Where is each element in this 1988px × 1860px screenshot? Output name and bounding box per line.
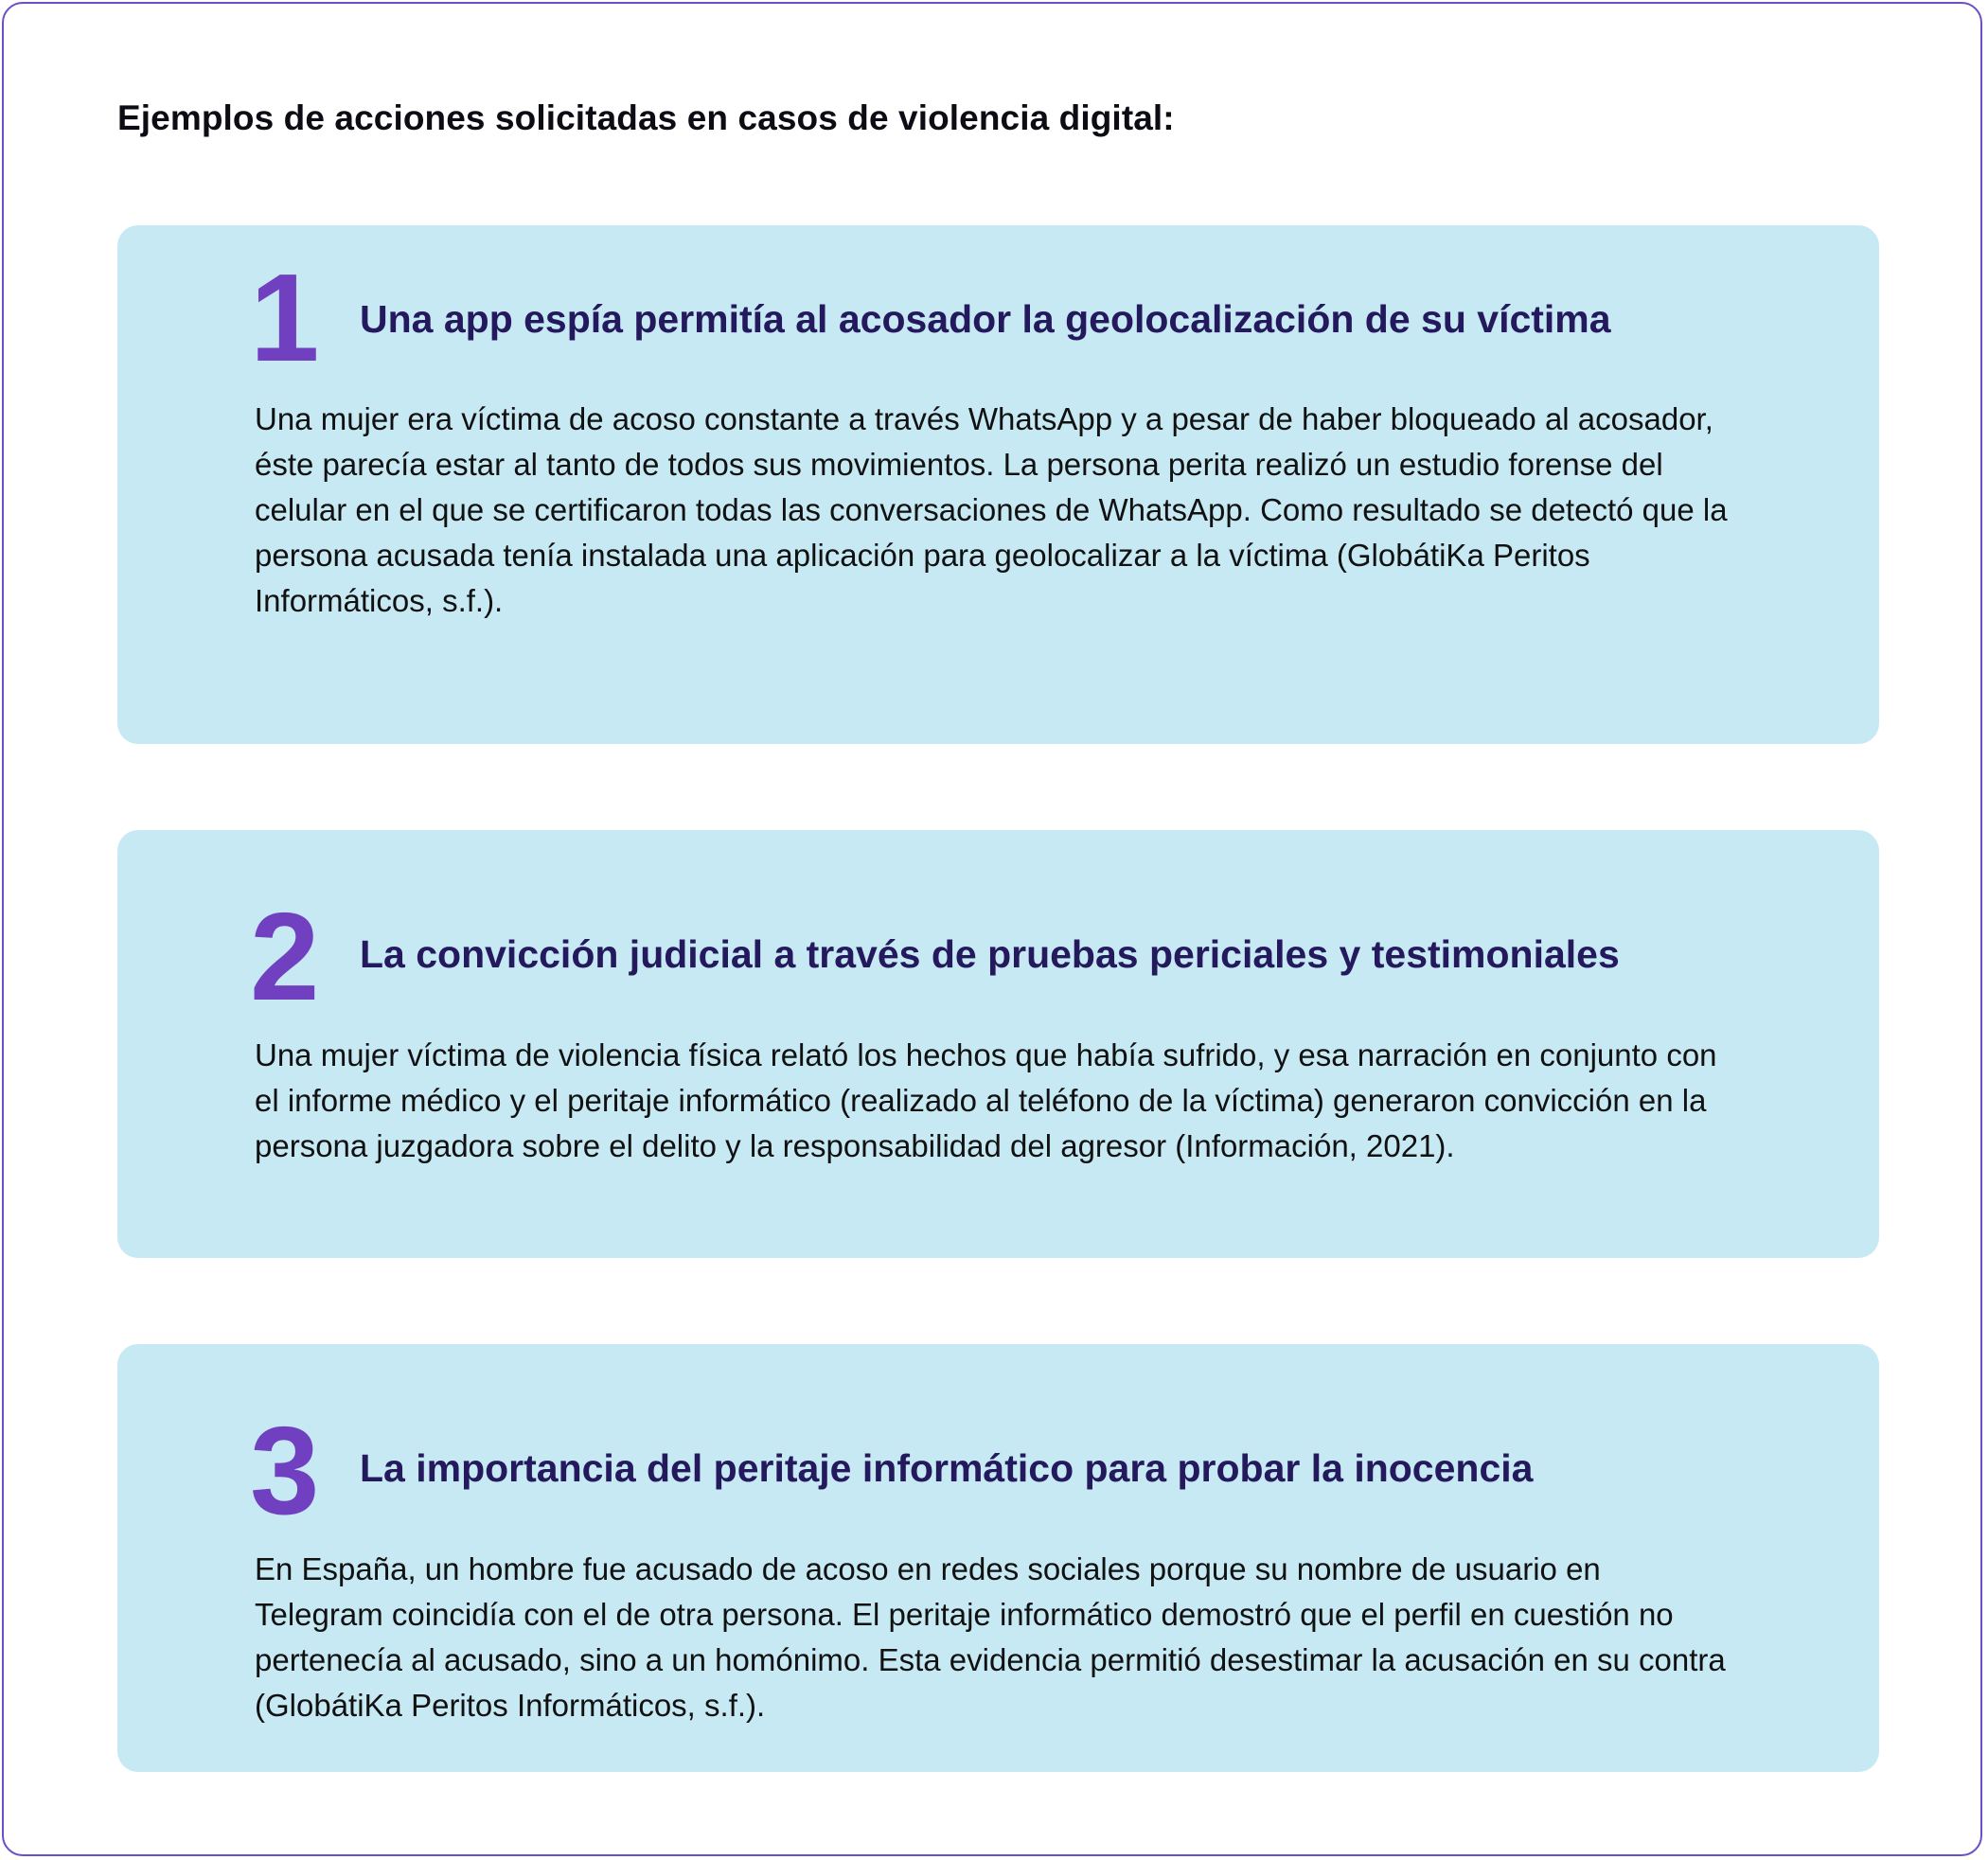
card-number-3: 3: [250, 1401, 320, 1540]
card-text-1: Una mujer era víctima de acoso constante a través WhatsApp y a pesar de haber bloqueado al acosador, éste parecía estar al tanto de todos sus movimientos. La persona perita realizó un estudio forense del celular en el que se certificaron todas las conversaciones de WhatsApp. Como resultado se detectó que la persona acusada tenía instalada una aplicación para geolocalizar a la víctima (GlobátiKa Peritos Informáticos, s.f.).: [255, 401, 1728, 618]
card-number-2: 2: [250, 887, 320, 1026]
card-title-2: La convicción judicial a través de pruebas periciales y testimoniales: [360, 932, 1620, 976]
example-card-2: [117, 830, 1879, 1258]
card-number-1: 1: [250, 248, 320, 387]
card-title-1: Una app espía permitía al acosador la geolocalización de su víctima: [360, 297, 1611, 341]
card-text-3: En España, un hombre fue acusado de acoso en redes sociales porque su nombre de usuario en Telegram coincidía con el de otra persona. El peritaje informático demostró que el perfil en cuestión no pertenecía al acusado, sino a un homónimo. Esta evidencia permitió desestimar la acusación en su contra (GlobátiKa Peritos Informáticos, s.f.).: [255, 1551, 1726, 1723]
document-frame: [2, 2, 1982, 1856]
card-text-2: Una mujer víctima de violencia física relató los hechos que había sufrido, y esa narración en conjunto con el informe médico y el peritaje informático (realizado al teléfono de la víctima) generaron convicción en la persona juzgadora sobre el delito y la responsabilidad del agresor (Información, 2021).: [255, 1037, 1717, 1163]
page-heading: Ejemplos de acciones solicitadas en casos de violencia digital:: [117, 98, 1175, 137]
card-title-3: La importancia del peritaje informático para probar la inocencia: [360, 1446, 1534, 1490]
example-card-1: [117, 225, 1879, 744]
example-card-3: [117, 1344, 1879, 1772]
